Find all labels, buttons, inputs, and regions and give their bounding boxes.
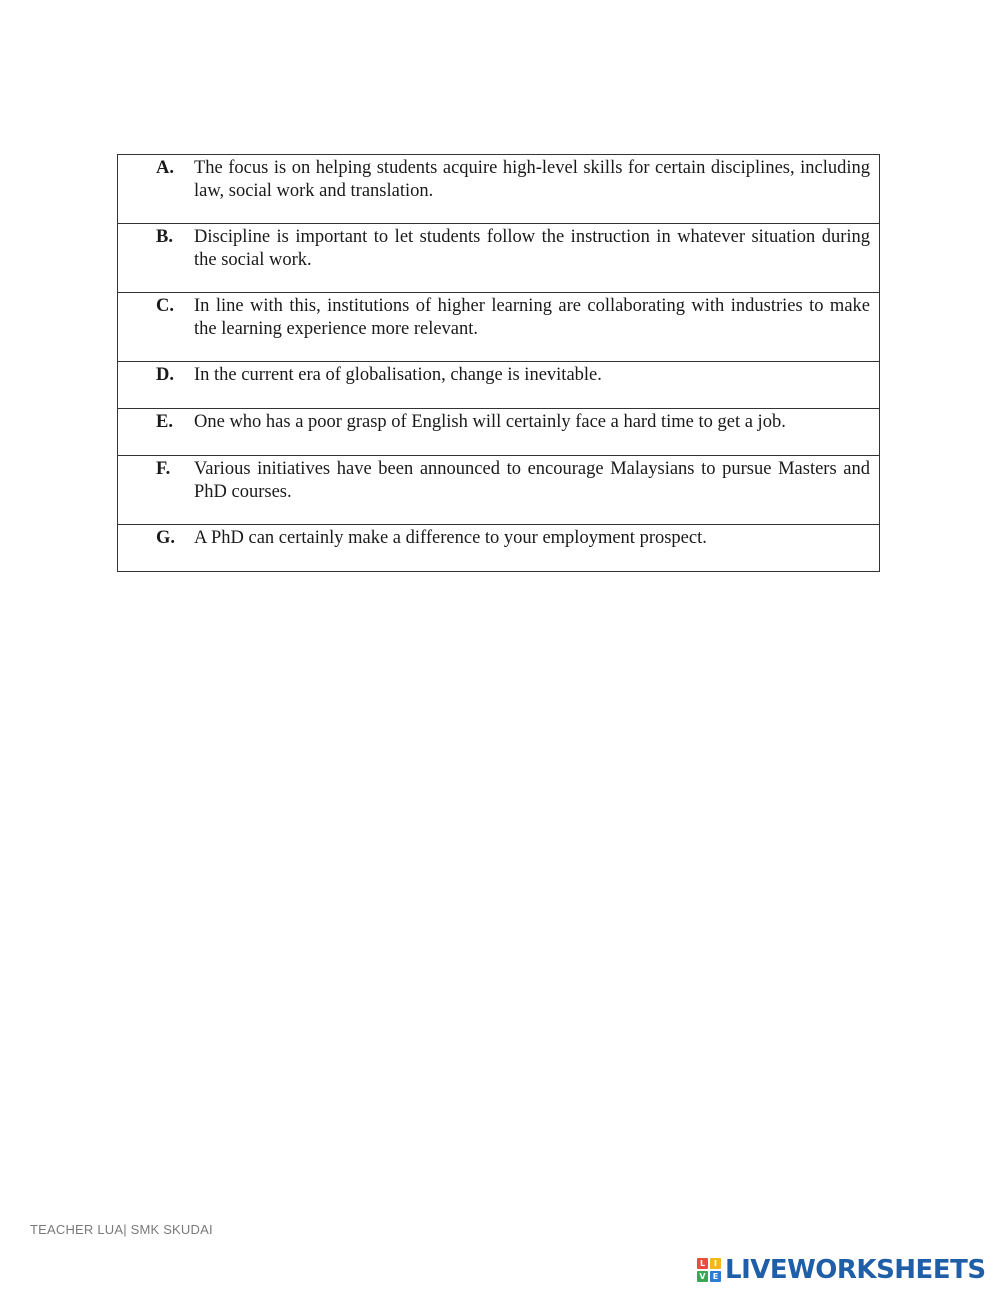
option-row-g — [118, 525, 880, 572]
options-table — [117, 154, 880, 572]
option-text: In line with this, institutions of higher learning are collaborating with industries to make the learning experience more relevant. — [194, 293, 880, 362]
footer-credit: TEACHER LUA| SMK SKUDAI — [30, 1222, 213, 1237]
liveworksheets-logo[interactable] — [697, 1254, 986, 1286]
logo-mark-icon — [697, 1258, 721, 1282]
option-text: One who has a poor grasp of English will certainly face a hard time to get a job. — [194, 409, 880, 456]
option-text: In the current era of globalisation, change is inevitable. — [194, 362, 880, 409]
option-text: Discipline is important to let students follow the instruction in whatever situation during the social work. — [194, 224, 880, 293]
option-letter: F. — [156, 459, 171, 479]
logo-mark-tile: E — [710, 1271, 721, 1282]
logo-mark-tile: L — [697, 1258, 708, 1269]
option-text: A PhD can certainly make a difference to your employment prospect. — [194, 525, 880, 572]
option-letter: C. — [156, 296, 174, 316]
option-row-f — [118, 456, 880, 525]
option-letter: E. — [156, 412, 173, 432]
option-letter: D. — [156, 365, 174, 385]
option-text: Various initiatives have been announced to encourage Malaysians to pursue Masters and PhD courses. — [194, 456, 880, 525]
option-text: The focus is on helping students acquire high-level skills for certain disciplines, including law, social work and translation. — [194, 155, 880, 224]
option-row-d — [118, 362, 880, 409]
option-row-c — [118, 293, 880, 362]
logo-mark-tile: V — [697, 1271, 708, 1282]
logo-wordmark: LIVEWORKSHEETS — [725, 1255, 986, 1285]
option-row-e — [118, 409, 880, 456]
option-letter: B. — [156, 227, 173, 247]
option-letter: G. — [156, 528, 176, 548]
logo-mark-tile: I — [710, 1258, 721, 1269]
option-row-a — [118, 155, 880, 224]
option-letter: A. — [156, 158, 174, 178]
option-row-b — [118, 224, 880, 293]
